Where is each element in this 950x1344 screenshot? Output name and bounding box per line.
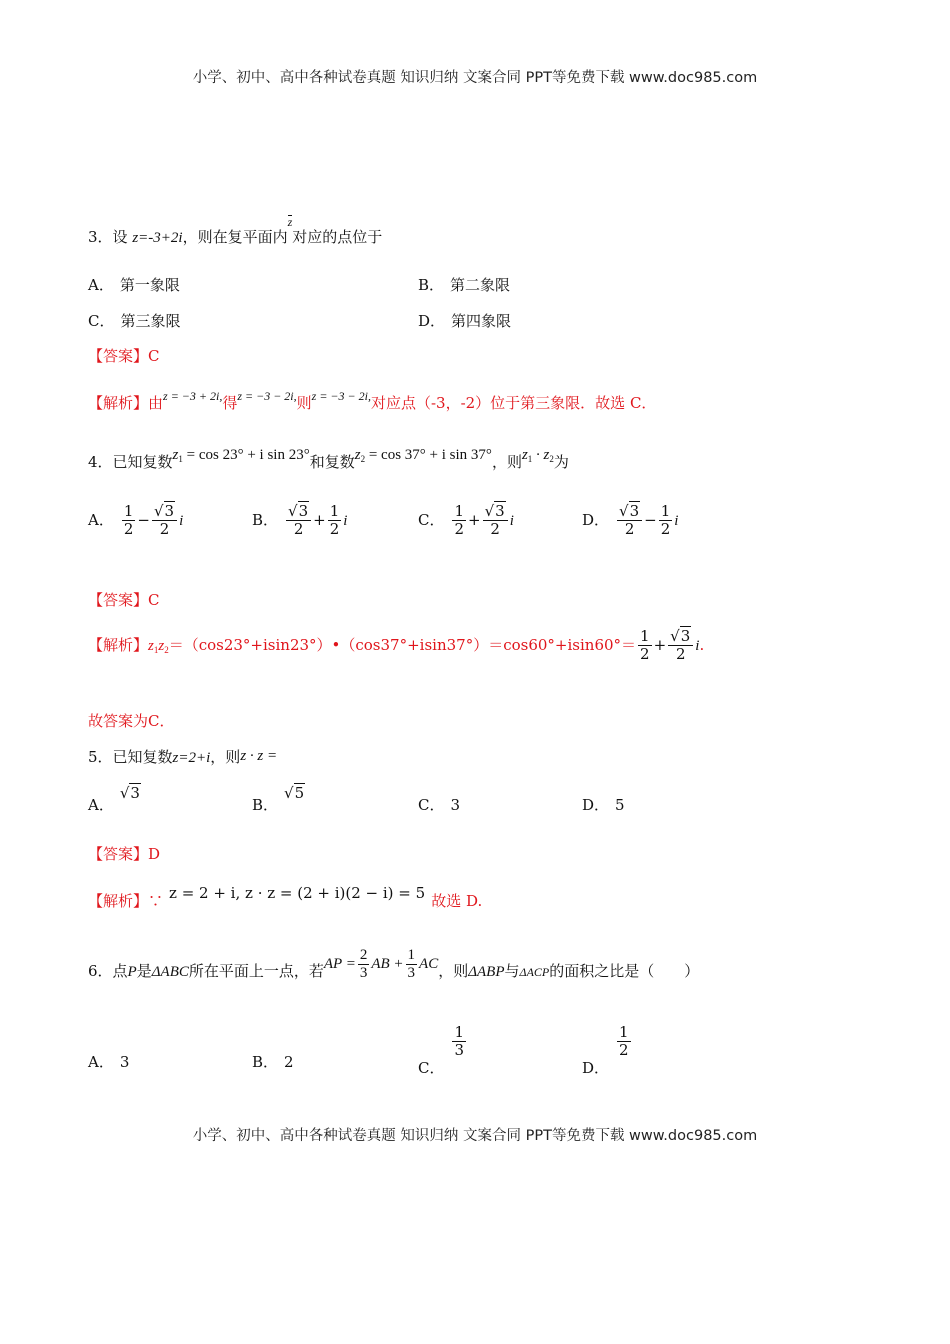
q3-option-c (88, 310, 181, 331)
option-label: C． (88, 312, 115, 330)
analysis-text: 得 (222, 394, 238, 412)
option-value: 5 (615, 796, 625, 814)
q4-analysis: 【解析】$z_1z_2=(\cos 23^\circ+isin23^\circ)•(\cos 37^\circ+isin37^\circ)=\cos 60^\circ+isin60^\circ=$ $\frac{1}{2}$ + $\frac{√3}{2}$ i. (88, 627, 705, 664)
frac-numerator: 1 (123, 502, 134, 520)
q5-analysis (88, 884, 483, 911)
option-label: D． (582, 796, 610, 814)
frac-numerator: 1 (329, 502, 340, 520)
q4-option-a: A． $\frac{1}{2}$ − $\frac{√3}{2}$ i (88, 502, 184, 539)
frac-denominator: 2 (490, 520, 500, 539)
q4-option-d: D． $\frac{√3}{2}$ − $\frac{1}{2}$ i (582, 502, 679, 539)
option-label: C． (418, 510, 445, 529)
operator: − (644, 510, 657, 529)
frac-denominator: 2 (624, 520, 635, 539)
q5-answer: 【答案】D (88, 845, 161, 863)
q4-option-b: B． $\frac{√3}{2}$ + $\frac{1}{2}$ i (252, 502, 348, 539)
option-text: 第三象限 (120, 312, 181, 330)
q5-option-d (582, 794, 625, 815)
q3-analysis (88, 389, 657, 413)
frac-denominator: 2 (619, 1041, 629, 1060)
q3-stem-mid: ，则在复平面内 (182, 228, 288, 246)
analysis-math-3: z = −3 − 2i, (311, 389, 371, 403)
q3-option-b (418, 274, 510, 295)
analysis-math-2: z = −3 − 2i, (237, 389, 297, 403)
analysis-text: 对应点（-3，-2）位于第三象限．故选 C． (370, 394, 657, 412)
frac-numerator: 3 (298, 502, 309, 520)
frac-denominator: 2 (159, 520, 170, 539)
q6-triangle-abp: ΔABP (468, 964, 505, 981)
frac-numerator: 1 (660, 502, 671, 520)
frac-denominator: 2 (329, 520, 340, 539)
q6-stem: 与 (504, 962, 520, 981)
operator: − (137, 510, 150, 529)
analysis-label: 【解析】 (88, 635, 149, 654)
option-value: 3 (119, 1053, 130, 1071)
imaginary-unit: i (674, 512, 679, 529)
frac-denominator: 2 (123, 520, 134, 539)
q5-option-b: B．√5 (252, 784, 305, 814)
question-3-stem (88, 215, 383, 247)
q3-option-a (88, 274, 180, 295)
analysis-text: . (699, 635, 705, 654)
option-label: D． (582, 510, 610, 529)
q4-stem: 4．已知复数 (88, 453, 173, 471)
frac-denominator: 2 (293, 520, 304, 539)
option-label: A． (88, 276, 114, 294)
q4-z2-expression: = cos 37° + i sin 37° (368, 447, 492, 463)
q6-stem: 6．点 (88, 962, 128, 981)
q4-stem: 和复数 (309, 453, 355, 471)
frac-numerator: 1 (454, 1023, 465, 1041)
frac-denominator: 3 (454, 1041, 465, 1060)
q4-conclusion: 故答案为C． (88, 712, 175, 730)
q5-stem: 5．已知复数 (88, 748, 173, 766)
q6-triangle-acp: ΔACP (519, 965, 550, 980)
q4-stem: ，则 (491, 453, 522, 471)
frac-denominator: 3 (359, 965, 368, 982)
option-label: B． (418, 276, 445, 294)
frac-numerator: 1 (406, 947, 418, 965)
q6-stem: 是 (136, 962, 152, 981)
option-label: C． (418, 1058, 445, 1077)
q5-expression: z · z = (240, 748, 278, 764)
question-6-stem (88, 947, 700, 991)
question-5-stem (88, 746, 277, 767)
analysis-text: 由 (148, 394, 164, 412)
option-value: 3 (130, 784, 140, 802)
q3-z-expression: z=-3+2i (132, 230, 183, 246)
option-value: 3 (450, 796, 461, 814)
option-value: 5 (294, 784, 305, 802)
option-text: 第一象限 (119, 276, 180, 294)
operator: + (468, 510, 481, 529)
frac-numerator: 3 (629, 502, 640, 520)
option-label: A． (88, 1053, 114, 1071)
analysis-math-1: z = −3 + 2i, (163, 389, 223, 403)
page-footer: 小学、初中、高中各种试卷真题 知识归纳 文案合同 PPT等免费下载 www.doc985.com (192, 1128, 758, 1144)
analysis-text: 则 (296, 394, 312, 412)
frac-denominator: 2 (660, 520, 671, 539)
question-4-stem: 4．已知复数$z_1 = \cos 23^\circ + i$ sin 23°和复数$z_2 = \cos 37^\circ + i$ sin 37°，则$z_1 \cdot z_2$为 (88, 447, 569, 471)
imaginary-unit: i (179, 512, 184, 529)
option-label: A． (88, 510, 114, 529)
q5-option-a: A．√3 (88, 784, 140, 814)
q5-stem: ，则 (210, 748, 241, 766)
frac-denominator: 2 (454, 520, 465, 539)
q3-option-d (418, 310, 511, 331)
analysis-text: 故选 D. (431, 892, 483, 910)
imaginary-unit: i (343, 512, 348, 529)
page-header: 小学、初中、高中各种试卷真题 知识归纳 文案合同 PPT等免费下载 www.doc985.com (192, 70, 758, 86)
q6-stem: ，则 (438, 962, 469, 981)
q6-option-c (418, 1023, 468, 1077)
q3-answer: 【答案】C (88, 347, 160, 365)
q4-z1-expression: = cos 23° + i sin 23° (186, 447, 310, 463)
q6-triangle: ΔABC (151, 964, 189, 981)
q6-option-b (252, 1051, 294, 1072)
option-text: 第四象限 (451, 312, 512, 330)
q6-stem: 所在平面上一点，若 (188, 962, 324, 981)
imaginary-unit: i (509, 512, 514, 529)
q4-option-c: C． $\frac{1}{2}$ + $\frac{√3}{2}$ i (418, 502, 514, 539)
q6-eq-left: AP = (323, 956, 356, 973)
q6-option-a (88, 1051, 129, 1072)
q6-vector-ac: AC (419, 956, 439, 973)
analysis-label: 【解析】 (88, 394, 149, 412)
frac-numerator: 3 (495, 502, 505, 520)
option-label: B． (252, 1053, 279, 1071)
q4-stem: 为 (553, 453, 569, 471)
analysis-math: z = 2 + i, z · z = (2 + i)(2 − i) = 5 (169, 884, 426, 902)
q5-option-c (418, 794, 460, 815)
q6-vector-ab: AB + (371, 956, 404, 973)
option-label: D． (582, 1058, 610, 1077)
option-value: 2 (284, 1053, 294, 1071)
analysis-text: ＝（cos23°+isin23°）•（cos37°+isin37°）＝cos60°+isin60°＝ (168, 635, 637, 654)
q3-number: 3．设 (88, 228, 133, 246)
operator: + (313, 510, 326, 529)
option-label: C． (418, 796, 445, 814)
frac-numerator: 1 (619, 1023, 629, 1041)
q3-stem-suffix: 对应的点位于 (292, 228, 383, 246)
option-label: D． (418, 312, 446, 330)
frac-numerator: 2 (358, 947, 370, 965)
frac-numerator: 1 (454, 502, 465, 520)
option-label: A． (88, 796, 114, 814)
option-label: B． (252, 510, 279, 529)
because-symbol: ∵ (148, 892, 164, 910)
option-label: B． (252, 796, 279, 814)
option-text: 第二象限 (450, 276, 511, 294)
q6-stem: 的面积之比是（ ） (549, 962, 700, 981)
q4-answer: 【答案】C (88, 591, 160, 609)
analysis-label: 【解析】 (88, 892, 149, 910)
q6-option-d (582, 1023, 633, 1077)
frac-denominator: 3 (407, 965, 416, 982)
q3-zbar: z (287, 215, 293, 229)
q6-point-p: P (127, 964, 137, 981)
frac-numerator: 3 (164, 502, 175, 520)
q5-z-expression: z=2+i (172, 750, 211, 766)
